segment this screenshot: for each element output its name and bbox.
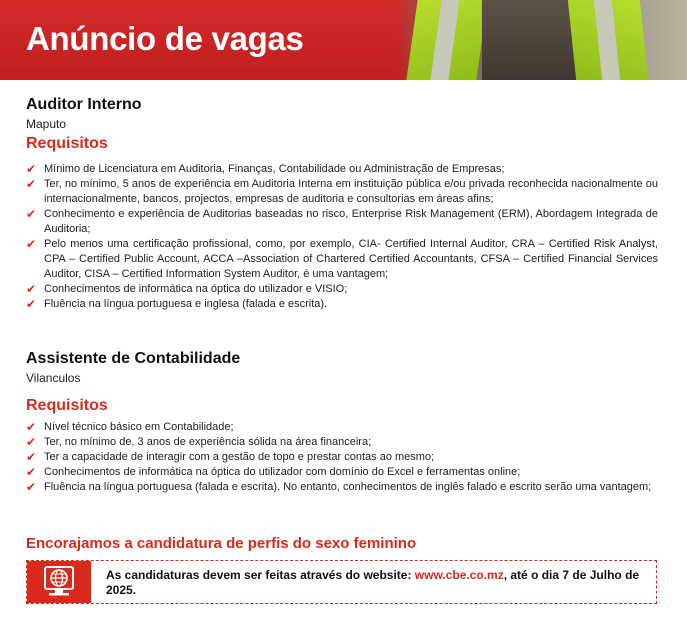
check-icon: ✔ bbox=[26, 237, 37, 251]
banner-photo-shirt bbox=[482, 0, 582, 80]
list-item: ✔ Pelo menos uma certificação profissional, como, por exemplo, CIA- Certified Internal Auditor, CRA – Certified Risk Analyst, CPA – Certified Public Account, ACCA –Association of Chartered Certified Accountants, CFSA – Certified Financial Services Auditor, CISA – Certified Information System Auditor, é uma vantagem; bbox=[26, 237, 658, 280]
check-icon: ✔ bbox=[26, 420, 37, 434]
apply-suffix: , até o dia 7 de Julho de 2025. bbox=[106, 568, 640, 597]
check-icon: ✔ bbox=[26, 297, 37, 311]
encourage-heading: Encorajamos a candidatura de perfis do sexo feminino bbox=[26, 535, 417, 552]
list-item: ✔ Conhecimentos de informática na óptica do utilizador e VISIO; bbox=[26, 282, 348, 296]
check-icon: ✔ bbox=[26, 435, 37, 449]
job-title: Assistente de Contabilidade bbox=[26, 350, 241, 367]
requirements-list bbox=[26, 420, 658, 495]
check-icon: ✔ bbox=[26, 282, 37, 296]
website-link[interactable]: www.cbe.co.mz bbox=[414, 568, 504, 582]
check-icon: ✔ bbox=[26, 465, 37, 479]
job-title: Auditor Interno bbox=[26, 96, 142, 113]
header-banner bbox=[0, 0, 687, 80]
job-location: Vilanculos bbox=[26, 371, 81, 385]
check-icon: ✔ bbox=[26, 177, 37, 191]
list-item: ✔ Fluência na língua portuguesa (falada e escrita). No entanto, conhecimentos de inglês falado e escrito serão uma vantagem; bbox=[26, 480, 652, 494]
list-item: ✔ Conhecimentos de informática na óptica do utilizador com domínio do Excel e ferramentas online; bbox=[26, 465, 521, 479]
check-icon: ✔ bbox=[26, 480, 37, 494]
globe-monitor-icon bbox=[27, 561, 91, 603]
list-item: ✔ Conhecimento e experiência de Auditorias baseadas no risco, Enterprise Risk Management (ERM), Abordagem Integrada de Auditoria; bbox=[26, 207, 658, 235]
check-icon: ✔ bbox=[26, 450, 37, 464]
apply-notice bbox=[26, 560, 657, 604]
check-icon: ✔ bbox=[26, 207, 37, 221]
check-icon: ✔ bbox=[26, 162, 37, 176]
list-item: ✔ Fluência na língua portuguesa e inglesa (falada e escrita). bbox=[26, 297, 328, 311]
requirements-list bbox=[26, 162, 658, 312]
list-item: ✔ Ter, no mínimo, 5 anos de experiência em Auditoria Interna em instituição pública e/ou privada reconhecida nacionalmente ou internacionalmente, bancos, projectos, empresas de auditoria e consultorias em áreas afins; bbox=[26, 177, 658, 205]
apply-prefix: As candidaturas devem ser feitas através do website: bbox=[106, 568, 415, 582]
apply-text bbox=[106, 568, 651, 598]
list-item: ✔ Mínimo de Licenciatura em Auditoria, Finanças, Contabilidade ou Administração de Empresas; bbox=[26, 162, 505, 176]
requirements-heading: Requisitos bbox=[26, 397, 108, 414]
requirements-heading: Requisitos bbox=[26, 135, 108, 152]
job-location: Maputo bbox=[26, 117, 67, 131]
list-item: ✔ Ter, no mínimo de, 3 anos de experiência sólida na área financeira; bbox=[26, 435, 372, 449]
page-title: Anúncio de vagas bbox=[26, 20, 304, 57]
list-item: ✔ Ter a capacidade de interagir com a gestão de topo e prestar contas ao mesmo; bbox=[26, 450, 435, 464]
list-item: ✔ Nível técnico básico em Contabilidade; bbox=[26, 420, 234, 434]
